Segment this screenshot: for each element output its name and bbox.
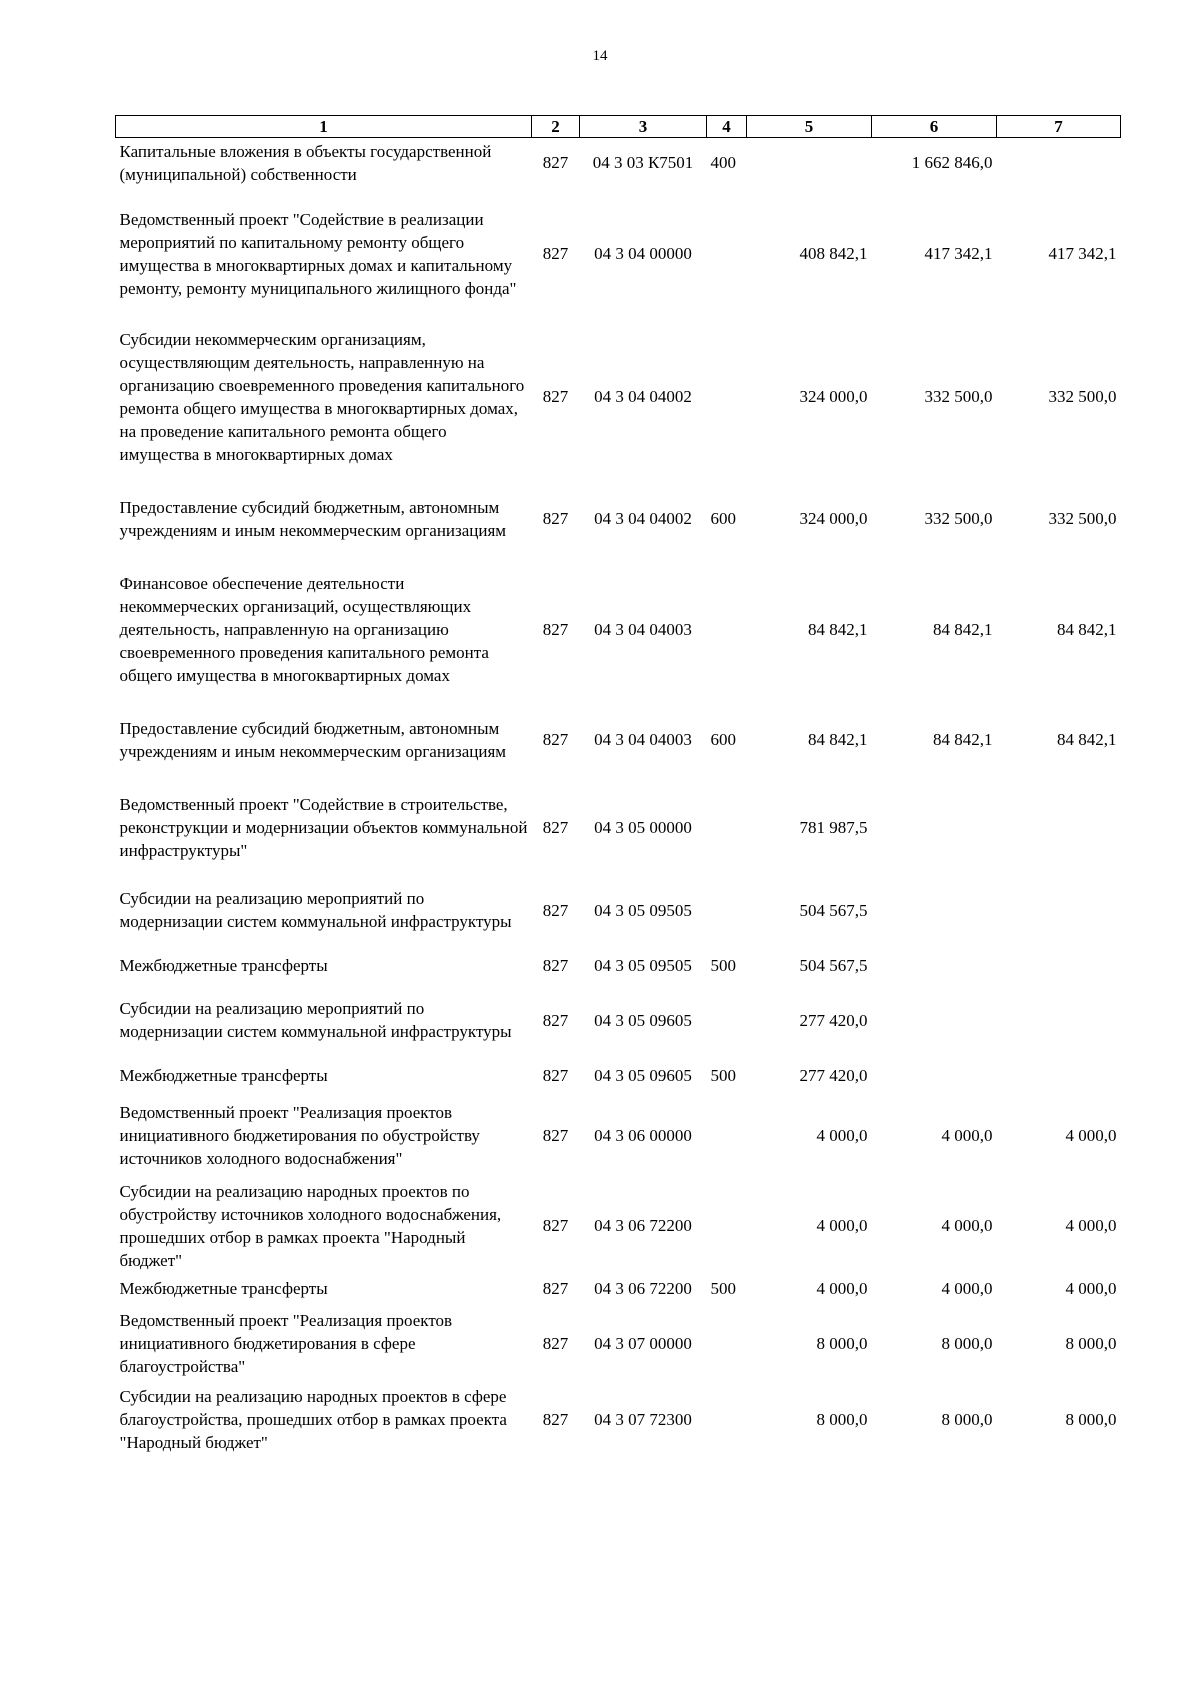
table-row [116,138,1121,188]
row-value-col6-cell: 84 842,1 [933,730,993,749]
row-target-article-cell: 04 3 04 04002 [594,509,692,528]
row-dept-code-cell: 827 [542,1126,569,1145]
row-target-article-cell: 04 3 04 04003 [594,730,692,749]
row-value-col5-cell: 84 842,1 [808,730,868,749]
row-target-article-cell: 04 3 05 09505 [594,900,692,920]
row-expense-type-cell [707,1382,747,1457]
row-expense-type-cell: 600 [710,509,736,528]
row-target-article-cell: 04 3 06 72200 [594,1216,692,1235]
header-col-2: 2 [532,116,580,138]
row-value-col7-cell: 332 500,0 [1048,387,1117,406]
table-row [116,949,1121,982]
row-name-cell: Межбюджетные трансферты [119,1065,328,1085]
header-col-1: 1 [116,116,532,138]
row-value-col7-cell: 4 000,0 [1065,1126,1117,1145]
row-value-col7-cell: 4 000,0 [1065,1216,1117,1235]
row-dept-code-cell: 827 [542,509,569,528]
header-col-4: 4 [707,116,747,138]
row-value-col5-cell: 277 420,0 [799,1065,868,1085]
row-dept-code-cell: 827 [542,818,569,837]
row-value-col7-cell: 417 342,1 [1048,244,1117,263]
row-value-col5-cell: 4 000,0 [816,1278,868,1298]
row-value-col7-cell: 84 842,1 [1057,620,1117,639]
row-name-cell: Ведомственный проект "Реализация проектов инициативного бюджетирования по обустройству источников холодного водоснабжения" [119,1103,480,1168]
row-value-col7-cell [997,872,1121,949]
table-row [116,1092,1121,1180]
row-value-col6-cell [872,784,997,872]
row-name-cell: Ведомственный проект "Содействие в реализации мероприятий по капитальному ремонту общего имущества в многоквартирных домах и капитальному ремонту, ремонту муниципального жилищного фонда" [119,209,517,298]
row-value-col7-cell [997,949,1121,982]
row-dept-code-cell: 827 [542,900,569,920]
row-name-cell: Межбюджетные трансферты [119,1278,328,1298]
row-target-article-cell: 04 3 05 09605 [594,1010,692,1030]
row-expense-type-cell [707,872,747,949]
row-value-col7-cell: 332 500,0 [1048,509,1117,528]
row-target-article-cell: 04 3 07 00000 [594,1333,692,1353]
header-col-6: 6 [872,116,997,138]
row-name-cell: Межбюджетные трансферты [119,955,328,975]
row-expense-type-cell [707,1305,747,1382]
row-name-cell: Субсидии на реализацию мероприятий по модернизации систем коммунальной инфраструктуры [119,889,512,931]
table-row [116,564,1121,696]
row-expense-type-cell [707,784,747,872]
row-value-col5-cell: 4 000,0 [816,1216,868,1235]
table-body [116,138,1121,1457]
row-dept-code-cell: 827 [542,620,569,639]
row-name-cell: Предоставление субсидий бюджетным, автономным учреждениям и иным некоммерческим организациям [119,718,507,761]
row-target-article-cell: 04 3 05 09605 [594,1065,692,1085]
row-dept-code-cell: 827 [542,1010,569,1030]
row-dept-code-cell: 827 [542,153,569,173]
row-value-col5-cell: 504 567,5 [799,900,868,920]
row-value-col6-cell: 4 000,0 [941,1126,993,1145]
row-dept-code-cell: 827 [542,1065,569,1085]
row-target-article-cell: 04 3 06 72200 [594,1278,692,1298]
row-name-cell: Предоставление субсидий бюджетным, автономным учреждениям и иным некоммерческим организациям [119,497,507,540]
row-value-col7-cell: 8 000,0 [1065,1409,1117,1429]
row-target-article-cell: 04 3 06 00000 [594,1126,692,1145]
row-expense-type-cell [707,188,747,320]
row-name-cell: Ведомственный проект "Содействие в строительстве, реконструкции и модернизации объектов коммунальной инфраструктуры" [119,795,528,860]
row-value-col7-cell: 84 842,1 [1057,730,1117,749]
row-dept-code-cell: 827 [542,1409,569,1429]
row-dept-code-cell: 827 [542,1278,569,1298]
row-expense-type-cell: 500 [710,955,736,975]
row-value-col6-cell [872,872,997,949]
row-value-col5-cell: 4 000,0 [816,1126,868,1145]
table-row [116,784,1121,872]
row-name-cell: Субсидии на реализацию народных проектов в сфере благоустройства, прошедших отбор в рамках проекта "Народный бюджет" [119,1386,507,1452]
table-row [116,1382,1121,1457]
row-value-col5-cell [747,138,872,188]
row-value-col6-cell [872,949,997,982]
row-dept-code-cell: 827 [542,244,569,263]
page-number: 14 [592,48,608,64]
row-expense-type-cell [707,320,747,474]
row-value-col5-cell: 8 000,0 [816,1333,868,1353]
row-name-cell: Субсидии на реализацию мероприятий по модернизации систем коммунальной инфраструктуры [119,999,512,1041]
row-value-col5-cell: 408 842,1 [799,244,868,263]
row-value-col7-cell: 8 000,0 [1065,1333,1117,1353]
row-name-cell: Финансовое обеспечение деятельности некоммерческих организаций, осуществляющих деятельность, направленную на организацию своевременного проведения капитального ремонта общего имущества в многоквартирных домах [119,574,489,685]
table-row [116,696,1121,784]
row-expense-type-cell: 600 [710,730,736,749]
row-dept-code-cell: 827 [542,1216,569,1235]
row-target-article-cell: 04 3 07 72300 [594,1409,692,1429]
table-row [116,320,1121,474]
header-col-5: 5 [747,116,872,138]
row-name-cell: Ведомственный проект "Реализация проектов инициативного бюджетирования в сфере благоустройства" [119,1310,453,1376]
row-value-col5-cell: 324 000,0 [799,387,868,406]
row-value-col6-cell [872,1059,997,1092]
table-row [116,872,1121,949]
row-value-col5-cell: 781 987,5 [799,818,868,837]
row-dept-code-cell: 827 [542,955,569,975]
table-header-row [116,116,1121,138]
row-value-col5-cell: 84 842,1 [808,620,868,639]
row-expense-type-cell: 400 [710,153,736,173]
budget-table [115,115,1121,1457]
row-target-article-cell: 04 3 04 04002 [594,387,692,406]
row-name-cell: Капитальные вложения в объекты государственной (муниципальной) собственности [119,141,492,184]
row-value-col6-cell: 1 662 846,0 [911,153,993,173]
row-dept-code-cell: 827 [542,730,569,749]
row-value-col6-cell: 8 000,0 [941,1333,993,1353]
table-row [116,474,1121,564]
row-expense-type-cell: 500 [710,1065,736,1085]
row-expense-type-cell [707,982,747,1059]
table-row [116,188,1121,320]
row-value-col7-cell: 4 000,0 [1065,1278,1117,1298]
row-value-col5-cell: 8 000,0 [816,1409,868,1429]
row-dept-code-cell: 827 [542,387,569,406]
row-dept-code-cell: 827 [542,1333,569,1353]
row-value-col6-cell: 332 500,0 [924,509,993,528]
row-expense-type-cell [707,564,747,696]
row-value-col6-cell: 4 000,0 [941,1278,993,1298]
row-target-article-cell: 04 3 05 09505 [594,955,692,975]
row-value-col5-cell: 504 567,5 [799,955,868,975]
row-name-cell: Субсидии на реализацию народных проектов по обустройству источников холодного водоснабжения, прошедших отбор в рамках проекта "Народный бюджет" [119,1181,502,1270]
row-value-col6-cell: 332 500,0 [924,387,993,406]
row-expense-type-cell [707,1092,747,1180]
header-col-7: 7 [997,116,1121,138]
row-value-col5-cell: 277 420,0 [799,1010,868,1030]
row-value-col6-cell: 417 342,1 [924,244,993,263]
row-value-col7-cell [997,784,1121,872]
row-value-col6-cell: 84 842,1 [933,620,993,639]
row-target-article-cell: 04 3 05 00000 [594,818,692,837]
row-value-col7-cell [997,982,1121,1059]
row-target-article-cell: 04 3 04 00000 [594,244,692,263]
row-value-col6-cell: 4 000,0 [941,1216,993,1235]
row-value-col7-cell [997,138,1121,188]
row-target-article-cell: 04 3 04 04003 [594,620,692,639]
table-row [116,982,1121,1059]
row-expense-type-cell [707,1180,747,1272]
row-name-cell: Субсидии некоммерческим организациям, осуществляющим деятельность, направленную на организацию своевременного проведения капитального ремонта общего имущества в многоквартирных домах, на проведение капитального ремонта общего имущества в многоквартирных домах [119,329,525,464]
row-target-article-cell: 04 3 03 К7501 [592,153,694,173]
header-col-3: 3 [580,116,707,138]
table-row [116,1059,1121,1092]
table-row [116,1180,1121,1272]
row-value-col6-cell: 8 000,0 [941,1409,993,1429]
table-row [116,1305,1121,1382]
row-value-col7-cell [997,1059,1121,1092]
row-expense-type-cell: 500 [710,1278,736,1298]
table-row [116,1272,1121,1305]
row-value-col6-cell [872,982,997,1059]
row-value-col5-cell: 324 000,0 [799,509,868,528]
